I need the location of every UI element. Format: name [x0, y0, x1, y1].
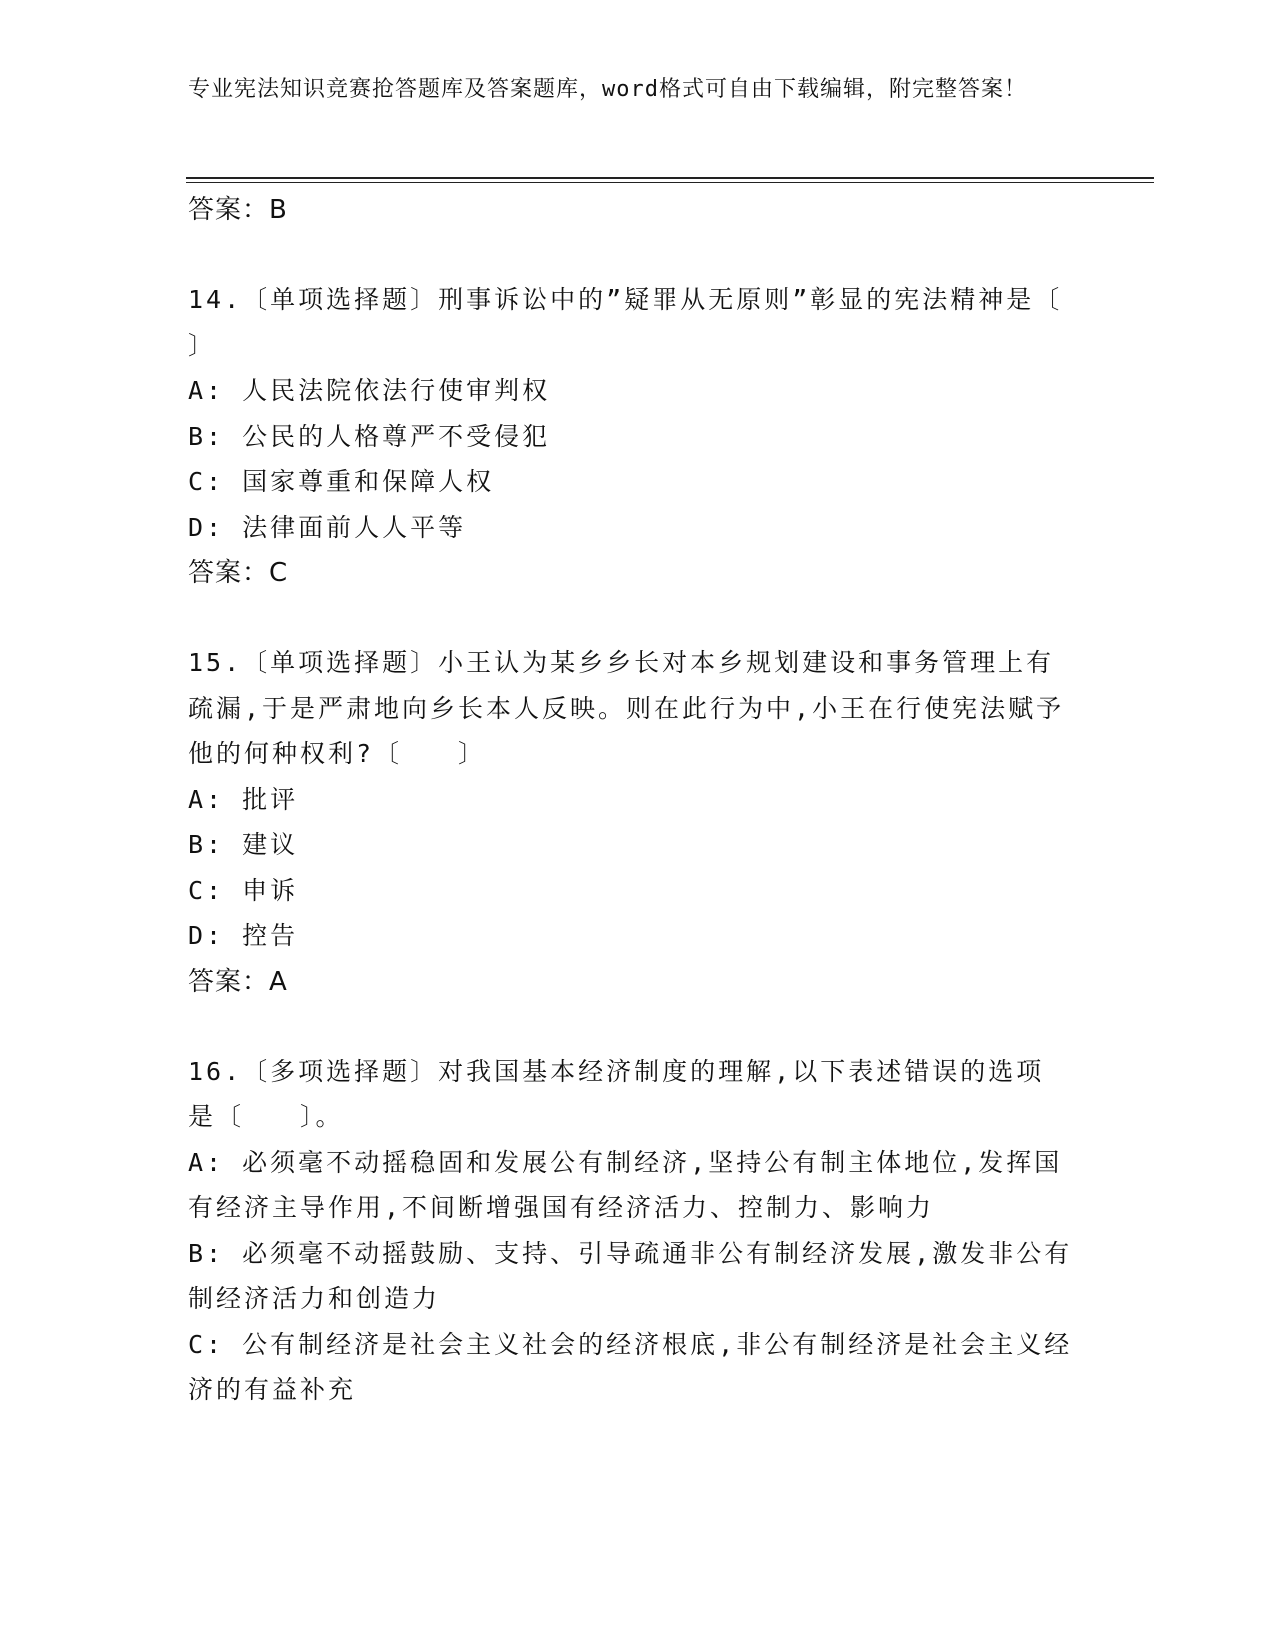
- option-c: C: 公有制经济是社会主义社会的经济根底,非公有制经济是社会主义经济的有益补充: [188, 1329, 1073, 1404]
- question-title: 16.〔多项选择题〕对我国基本经济制度的理解,以下表述错误的选项是〔 〕。: [188, 1056, 1045, 1131]
- question-16: [188, 1049, 1088, 1413]
- header-divider-thin: [186, 182, 1154, 183]
- option-d: D: 法律面前人人平等: [188, 512, 467, 542]
- question-15: [188, 640, 1088, 1005]
- question-title: 14.〔单项选择题〕刑事诉讼中的”疑罪从无原则”彰显的宪法精神是〔 〕: [188, 285, 1119, 360]
- option-c: C: 国家尊重和保障人权: [188, 467, 495, 496]
- document-header: 专业宪法知识竞赛抢答题库及答案题库，word格式可自由下载编辑，附完整答案！: [188, 77, 1027, 102]
- option-b: B: 公民的人格尊严不受侵犯: [188, 421, 551, 451]
- option-b: B: 必须毫不动摇鼓励、支持、引导疏通非公有制经济发展,激发非公有制经济活力和创造力: [188, 1238, 1073, 1313]
- option-a: A: 必须毫不动摇稳固和发展公有制经济,坚持公有制主体地位,发挥国有经济主导作用,不间断增强国有经济活力、控制力、影响力: [188, 1147, 1063, 1222]
- option-a: A: 批评: [188, 784, 299, 814]
- question-14: [188, 277, 1119, 596]
- answer-line: 答案：C: [188, 558, 289, 588]
- header-divider-thick: [186, 177, 1154, 179]
- option-c: C: 申诉: [188, 875, 299, 905]
- answer-line: 答案：B: [188, 195, 288, 225]
- question-list: [188, 187, 1119, 1413]
- answer-line: 答案：A: [188, 966, 288, 997]
- question-title: 15.〔单项选择题〕小王认为某乡乡长对本乡规划建设和事务管理上有疏漏,于是严肃地向乡长本人反映。则在此行为中,小王在行使宪法赋予他的何种权利?〔 〕: [188, 648, 1065, 768]
- option-a: A: 人民法院依法行使审判权: [188, 376, 551, 405]
- option-b: B: 建议: [188, 830, 299, 859]
- option-d: D: 控告: [188, 921, 299, 950]
